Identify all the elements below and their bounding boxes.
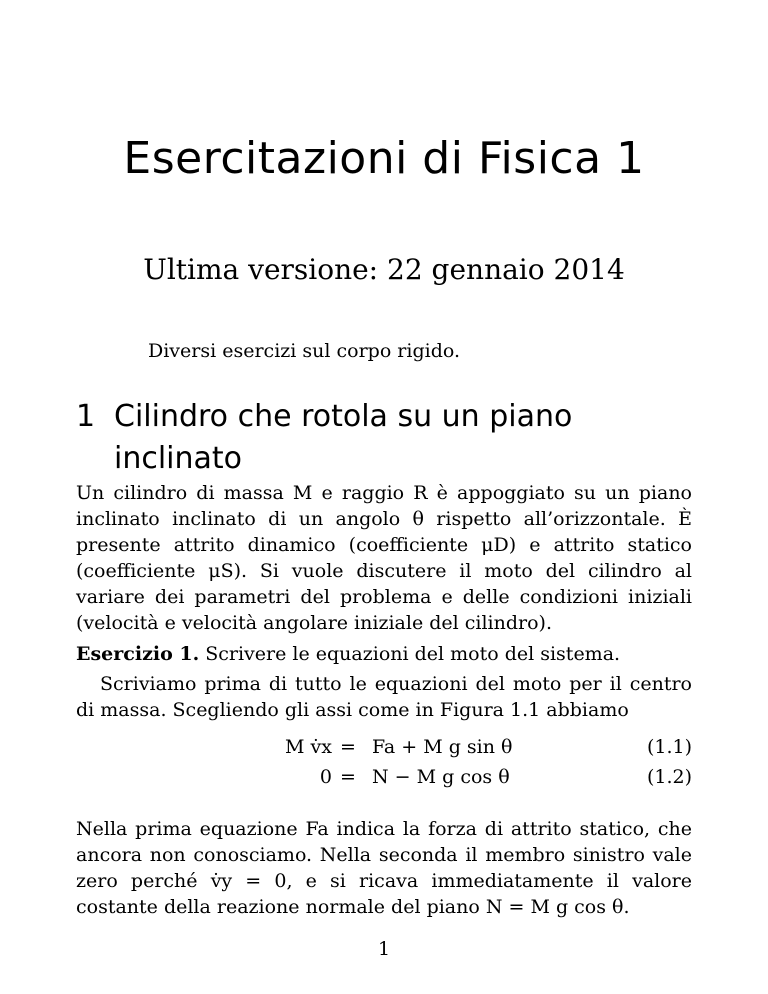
section-number: 1 bbox=[76, 399, 96, 434]
section-title: Cilindro che rotola su un piano inclinato bbox=[114, 399, 573, 476]
exercise-label: Esercizio 1. bbox=[76, 643, 200, 665]
document-title: Esercitazioni di Fisica 1 bbox=[123, 133, 645, 184]
abstract: Diversi esercizi sul corpo rigido. bbox=[148, 340, 461, 362]
equation-number: (1.1) bbox=[646, 736, 692, 758]
equation-lhs: M v̇x bbox=[285, 736, 332, 758]
page-number: 1 bbox=[377, 938, 391, 960]
section-heading bbox=[76, 396, 696, 480]
equation-relation: = bbox=[340, 766, 356, 788]
exercise-text: Scrivere le equazioni del moto del sistema. bbox=[199, 643, 621, 665]
equation-rhs: N − M g cos θ bbox=[372, 766, 510, 788]
version-date: Ultima versione: 22 gennaio 2014 bbox=[143, 253, 625, 286]
equation-lhs: 0 bbox=[319, 766, 332, 788]
equation-row bbox=[0, 732, 768, 762]
equation-rhs: Fa + M g sin θ bbox=[372, 736, 513, 758]
equation-number: (1.2) bbox=[646, 766, 692, 788]
equation-relation: = bbox=[340, 736, 356, 758]
intro-paragraph: Un cilindro di massa M e raggio R è appoggiato su un piano inclinato inclinato di un angolo θ rispetto all’orizzontale. È presente attrito dinamico (coefficiente μD) e attrito statico (coefficiente μS). Si vuole discutere il moto del cilindro al variare dei parametri del problema e delle condizioni iniziali (velocità e velocità angolare iniziale del cilindro). bbox=[76, 482, 692, 634]
equation-row bbox=[0, 762, 768, 792]
closing-paragraph: Nella prima equazione Fa indica la forza di attrito statico, che ancora non conosciamo. Nella seconda il membro sinistro vale zero perché v̇y = 0, e si ricava immediatamente il valore costante della reazione normale del piano N = M g cos θ. bbox=[76, 818, 692, 918]
exercise-statement bbox=[76, 641, 692, 667]
solution-paragraph: Scriviamo prima di tutto le equazioni del moto per il centro di massa. Scegliendo gli assi come in Figura 1.1 abbiamo bbox=[76, 673, 692, 721]
